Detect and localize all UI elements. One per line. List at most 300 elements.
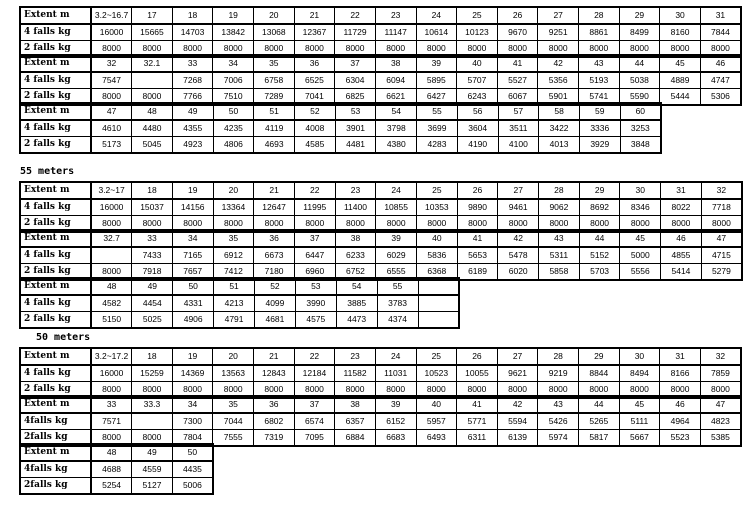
extent-cell: 60 — [620, 103, 661, 120]
extent-cell: 40 — [417, 230, 458, 247]
extent-cell: 40 — [457, 55, 498, 72]
two-falls-label: 2 falls kg — [20, 137, 91, 154]
four-falls-cell: 4119 — [254, 120, 295, 137]
extent-cell: 32 — [91, 55, 132, 72]
four-falls-cell: 10055 — [457, 365, 498, 382]
extent-cell: 23 — [335, 182, 376, 199]
two-falls-cell: 8000 — [132, 89, 173, 106]
two-falls-cell: 5858 — [539, 264, 580, 281]
extent-cell: 3.2~17.2 — [91, 348, 132, 365]
four-falls-cell: 7718 — [701, 199, 742, 216]
four-falls-cell: 11582 — [335, 365, 376, 382]
extent-cell: 28 — [539, 182, 580, 199]
four-falls-cell: 4099 — [255, 295, 296, 312]
two-falls-cell: 4693 — [254, 137, 295, 154]
four-falls-cell: 12843 — [254, 365, 295, 382]
extent-cell: 56 — [457, 103, 498, 120]
two-falls-cell: 8000 — [213, 216, 254, 233]
four-falls-cell: 5111 — [619, 413, 660, 430]
two-falls-cell: 4473 — [336, 312, 377, 329]
extent-cell: 3.2~16.7 — [91, 7, 132, 24]
four-falls-cell: 4582 — [91, 295, 132, 312]
two-falls-label: 2 falls kg — [20, 264, 91, 281]
extent-cell: 35 — [254, 55, 295, 72]
four-falls-cell: 4355 — [172, 120, 213, 137]
four-falls-cell: 11995 — [294, 199, 335, 216]
two-falls-cell: 8000 — [254, 382, 295, 399]
two-falls-cell: 6555 — [376, 264, 417, 281]
four-falls-row — [20, 365, 741, 382]
two-falls-cell: 6683 — [375, 430, 416, 447]
two-falls-cell: 4481 — [335, 137, 376, 154]
four-falls-cell: 6447 — [294, 247, 335, 264]
four-falls-cell: 5895 — [416, 72, 457, 89]
load-table — [19, 395, 742, 447]
four-falls-cell: 5152 — [579, 247, 620, 264]
four-falls-cell: 9062 — [539, 199, 580, 216]
extent-label: Extent m — [20, 103, 91, 120]
extent-cell: 55 — [377, 278, 418, 295]
four-falls-cell: 5193 — [579, 72, 620, 89]
four-falls-cell: 9251 — [538, 24, 579, 41]
four-falls-cell: 9670 — [497, 24, 538, 41]
four-falls-cell: 7844 — [700, 24, 741, 41]
extent-cell: 25 — [417, 182, 458, 199]
four-falls-cell: 5771 — [457, 413, 498, 430]
two-falls-cell: 5385 — [700, 430, 741, 447]
extent-cell: 58 — [539, 103, 580, 120]
extent-cell: 31 — [700, 7, 741, 24]
four-falls-cell: 4213 — [214, 295, 255, 312]
extent-cell: 38 — [335, 230, 376, 247]
two-falls-cell: 6311 — [457, 430, 498, 447]
four-falls-cell: 7859 — [700, 365, 741, 382]
extent-row — [20, 444, 213, 461]
extent-cell: 48 — [91, 444, 132, 461]
four-falls-cell: 8692 — [579, 199, 620, 216]
extent-cell: 51 — [254, 103, 295, 120]
four-falls-cell: 10353 — [417, 199, 458, 216]
two-falls-cell: 5703 — [579, 264, 620, 281]
extent-cell: 45 — [620, 230, 661, 247]
four-falls-cell: 5957 — [416, 413, 457, 430]
two-falls-label: 2 falls kg — [20, 41, 91, 58]
extent-cell: 53 — [335, 103, 376, 120]
four-falls-cell: 6094 — [375, 72, 416, 89]
extent-label: Extent m — [20, 230, 91, 247]
four-falls-cell: 4823 — [700, 413, 741, 430]
two-falls-cell: 8000 — [457, 216, 498, 233]
two-falls-cell: 8000 — [172, 216, 213, 233]
four-falls-cell: 7165 — [172, 247, 213, 264]
extent-cell: 37 — [294, 230, 335, 247]
two-falls-cell: 8000 — [457, 41, 498, 58]
two-falls-cell: 7319 — [254, 430, 295, 447]
extent-row — [20, 348, 741, 365]
two-falls-row — [20, 478, 213, 495]
two-falls-cell: 8000 — [213, 41, 254, 58]
extent-cell: 43 — [538, 396, 579, 413]
extent-cell: 40 — [416, 396, 457, 413]
extent-cell: 27 — [497, 348, 538, 365]
extent-cell: 37 — [335, 55, 376, 72]
two-falls-cell: 6020 — [498, 264, 539, 281]
extent-cell: 35 — [213, 230, 254, 247]
two-falls-cell: 6960 — [294, 264, 335, 281]
four-falls-cell: 3511 — [498, 120, 539, 137]
extent-cell: 34 — [172, 396, 213, 413]
extent-cell: 50 — [213, 103, 254, 120]
two-falls-cell: 8000 — [539, 216, 580, 233]
two-falls-cell: 6189 — [457, 264, 498, 281]
four-falls-cell — [91, 247, 132, 264]
two-falls-cell: 8000 — [91, 264, 132, 281]
two-falls-cell: 8000 — [538, 41, 579, 58]
extent-cell: 39 — [375, 396, 416, 413]
two-falls-cell: 8000 — [619, 41, 660, 58]
two-falls-cell: 6825 — [335, 89, 376, 106]
two-falls-cell: 4923 — [172, 137, 213, 154]
four-falls-cell: 5478 — [498, 247, 539, 264]
two-falls-cell: 4791 — [214, 312, 255, 329]
four-falls-cell: 8861 — [579, 24, 620, 41]
two-falls-cell: 3929 — [579, 137, 620, 154]
extent-cell: 20 — [213, 182, 254, 199]
extent-cell: 18 — [172, 7, 213, 24]
two-falls-cell: 8000 — [335, 41, 376, 58]
two-falls-cell: 7804 — [172, 430, 213, 447]
extent-cell: 54 — [376, 103, 417, 120]
four-falls-cell: 5836 — [417, 247, 458, 264]
extent-cell: 41 — [497, 55, 538, 72]
two-falls-cell: 6752 — [335, 264, 376, 281]
extent-cell: 30 — [660, 7, 701, 24]
extent-cell: 48 — [91, 278, 132, 295]
four-falls-cell: 5707 — [457, 72, 498, 89]
extent-cell: 48 — [132, 103, 173, 120]
four-falls-cell: 6233 — [335, 247, 376, 264]
four-falls-cell: 7044 — [213, 413, 254, 430]
extent-cell: 25 — [416, 348, 457, 365]
extent-cell: 59 — [579, 103, 620, 120]
extent-cell: 42 — [497, 396, 538, 413]
four-falls-label: 4 falls kg — [20, 247, 91, 264]
four-falls-cell: 6525 — [294, 72, 335, 89]
four-falls-cell: 8022 — [661, 199, 702, 216]
two-falls-cell: 5523 — [660, 430, 701, 447]
four-falls-label: 4falls kg — [20, 461, 91, 478]
two-falls-cell: 8000 — [700, 382, 741, 399]
load-table — [19, 6, 742, 58]
four-falls-cell: 13842 — [213, 24, 254, 41]
two-falls-cell: 5414 — [661, 264, 702, 281]
extent-cell: 36 — [294, 55, 335, 72]
four-falls-cell: 3798 — [376, 120, 417, 137]
extent-cell: 51 — [214, 278, 255, 295]
extent-cell: 47 — [701, 230, 742, 247]
four-falls-cell: 5653 — [457, 247, 498, 264]
extent-cell: 22 — [294, 348, 335, 365]
four-falls-cell: 7433 — [132, 247, 173, 264]
two-falls-cell: 8000 — [213, 382, 254, 399]
four-falls-cell: 4889 — [660, 72, 701, 89]
two-falls-cell: 8000 — [619, 382, 660, 399]
four-falls-cell: 9890 — [457, 199, 498, 216]
two-falls-row — [20, 137, 661, 154]
extent-cell: 26 — [457, 182, 498, 199]
two-falls-label: 2 falls kg — [20, 382, 91, 399]
extent-cell: 26 — [497, 7, 538, 24]
two-falls-cell: 5127 — [132, 478, 173, 495]
extent-cell: 23 — [335, 348, 376, 365]
two-falls-cell: 3848 — [620, 137, 661, 154]
two-falls-cell: 7918 — [132, 264, 173, 281]
two-falls-label: 2 falls kg — [20, 312, 91, 329]
four-falls-cell: 4480 — [132, 120, 173, 137]
four-falls-cell: 4747 — [700, 72, 741, 89]
load-table — [19, 54, 742, 106]
two-falls-cell: 4380 — [376, 137, 417, 154]
two-falls-cell: 8000 — [579, 216, 620, 233]
four-falls-cell: 8160 — [660, 24, 701, 41]
extent-cell: 44 — [579, 396, 620, 413]
extent-cell: 20 — [254, 7, 295, 24]
extent-cell: 49 — [132, 278, 173, 295]
two-falls-cell: 7095 — [294, 430, 335, 447]
extent-cell: 34 — [172, 230, 213, 247]
extent-cell: 21 — [254, 348, 295, 365]
extent-cell: 46 — [661, 230, 702, 247]
section-title: 50 meters — [36, 332, 91, 343]
extent-cell: 25 — [457, 7, 498, 24]
two-falls-cell: 8000 — [254, 216, 295, 233]
two-falls-cell: 8000 — [620, 216, 661, 233]
two-falls-cell: 8000 — [457, 382, 498, 399]
extent-cell: 21 — [254, 182, 295, 199]
two-falls-cell: 7657 — [172, 264, 213, 281]
four-falls-cell: 5356 — [538, 72, 579, 89]
four-falls-cell: 8346 — [620, 199, 661, 216]
load-table — [19, 443, 214, 495]
four-falls-row — [20, 72, 741, 89]
two-falls-label: 2falls kg — [20, 430, 91, 447]
two-falls-cell: 7510 — [213, 89, 254, 106]
four-falls-cell: 11031 — [375, 365, 416, 382]
extent-cell: 49 — [172, 103, 213, 120]
two-falls-cell: 8000 — [416, 382, 457, 399]
extent-cell: 19 — [172, 182, 213, 199]
extent-cell: 39 — [416, 55, 457, 72]
two-falls-cell: 8000 — [497, 382, 538, 399]
four-falls-cell: 4008 — [295, 120, 336, 137]
two-falls-cell: 4681 — [255, 312, 296, 329]
extent-cell: 45 — [660, 55, 701, 72]
four-falls-cell: 4715 — [701, 247, 742, 264]
two-falls-cell: 8000 — [538, 382, 579, 399]
extent-cell: 3.2~17 — [91, 182, 132, 199]
extent-row — [20, 55, 741, 72]
two-falls-cell: 4374 — [377, 312, 418, 329]
four-falls-label: 4 falls kg — [20, 24, 91, 41]
extent-cell: 49 — [132, 444, 173, 461]
four-falls-row — [20, 247, 742, 264]
two-falls-cell: 4575 — [295, 312, 336, 329]
extent-cell: 36 — [254, 230, 295, 247]
four-falls-cell: 9461 — [498, 199, 539, 216]
two-falls-cell: 6884 — [335, 430, 376, 447]
four-falls-cell: 6029 — [376, 247, 417, 264]
four-falls-cell: 9621 — [497, 365, 538, 382]
extent-cell: 18 — [132, 348, 173, 365]
extent-cell: 42 — [498, 230, 539, 247]
extent-cell: 45 — [619, 396, 660, 413]
extent-cell: 30 — [620, 182, 661, 199]
extent-row — [20, 103, 661, 120]
two-falls-cell: 5817 — [579, 430, 620, 447]
two-falls-cell: 4013 — [539, 137, 580, 154]
four-falls-cell: 5527 — [497, 72, 538, 89]
extent-cell: 55 — [417, 103, 458, 120]
four-falls-cell: 6152 — [375, 413, 416, 430]
extent-cell: 30 — [619, 348, 660, 365]
four-falls-cell — [418, 295, 459, 312]
extent-cell: 24 — [375, 348, 416, 365]
extent-cell: 44 — [619, 55, 660, 72]
two-falls-label: 2 falls kg — [20, 89, 91, 106]
two-falls-cell: 8000 — [294, 41, 335, 58]
two-falls-cell: 5006 — [172, 478, 213, 495]
four-falls-cell: 8499 — [619, 24, 660, 41]
two-falls-cell: 7412 — [213, 264, 254, 281]
four-falls-label: 4 falls kg — [20, 199, 91, 216]
four-falls-cell: 4331 — [173, 295, 214, 312]
two-falls-cell — [418, 312, 459, 329]
four-falls-row — [20, 461, 213, 478]
four-falls-cell: 3604 — [457, 120, 498, 137]
extent-cell: 33 — [172, 55, 213, 72]
four-falls-cell: 3422 — [539, 120, 580, 137]
four-falls-cell: 13563 — [213, 365, 254, 382]
four-falls-cell: 4688 — [91, 461, 132, 478]
extent-cell: 42 — [538, 55, 579, 72]
two-falls-cell: 5173 — [91, 137, 132, 154]
two-falls-cell: 4906 — [173, 312, 214, 329]
two-falls-cell: 8000 — [376, 216, 417, 233]
four-falls-cell: 6574 — [294, 413, 335, 430]
two-falls-cell: 6368 — [417, 264, 458, 281]
two-falls-cell: 4806 — [213, 137, 254, 154]
four-falls-cell: 12367 — [294, 24, 335, 41]
extent-cell: 33.3 — [132, 396, 173, 413]
four-falls-cell: 5426 — [538, 413, 579, 430]
four-falls-cell: 7006 — [213, 72, 254, 89]
extent-cell: 52 — [295, 103, 336, 120]
two-falls-cell: 8000 — [91, 430, 132, 447]
four-falls-cell: 12184 — [294, 365, 335, 382]
four-falls-cell — [132, 413, 173, 430]
four-falls-cell: 5594 — [497, 413, 538, 430]
extent-cell: 32 — [701, 182, 742, 199]
two-falls-cell: 8000 — [91, 89, 132, 106]
two-falls-cell: 7555 — [213, 430, 254, 447]
two-falls-cell: 7041 — [294, 89, 335, 106]
four-falls-cell: 4610 — [91, 120, 132, 137]
four-falls-cell: 3253 — [620, 120, 661, 137]
four-falls-cell — [132, 72, 173, 89]
extent-cell: 22 — [294, 182, 335, 199]
extent-label: Extent m — [20, 278, 91, 295]
four-falls-cell: 5265 — [579, 413, 620, 430]
extent-cell: 43 — [579, 55, 620, 72]
four-falls-cell: 4964 — [660, 413, 701, 430]
two-falls-cell: 8000 — [335, 382, 376, 399]
four-falls-cell: 15665 — [132, 24, 173, 41]
load-table — [19, 102, 662, 154]
extent-row — [20, 182, 742, 199]
four-falls-cell: 6802 — [254, 413, 295, 430]
two-falls-cell: 8000 — [579, 41, 620, 58]
four-falls-cell: 8166 — [660, 365, 701, 382]
two-falls-cell: 8000 — [132, 41, 173, 58]
two-falls-cell: 7180 — [254, 264, 295, 281]
two-falls-cell: 6493 — [416, 430, 457, 447]
four-falls-cell: 3990 — [295, 295, 336, 312]
extent-cell: 57 — [498, 103, 539, 120]
four-falls-cell: 3885 — [336, 295, 377, 312]
four-falls-cell: 7571 — [91, 413, 132, 430]
four-falls-label: 4 falls kg — [20, 120, 91, 137]
extent-cell: 32 — [700, 348, 741, 365]
four-falls-cell: 4855 — [661, 247, 702, 264]
two-falls-cell: 5974 — [538, 430, 579, 447]
section-title: 55 meters — [20, 166, 75, 177]
four-falls-cell: 14369 — [172, 365, 213, 382]
two-falls-cell: 8000 — [375, 41, 416, 58]
two-falls-cell: 8000 — [701, 216, 742, 233]
two-falls-cell: 5150 — [91, 312, 132, 329]
two-falls-cell: 5590 — [619, 89, 660, 106]
four-falls-cell: 16000 — [91, 199, 132, 216]
four-falls-cell: 6357 — [335, 413, 376, 430]
two-falls-cell: 5045 — [132, 137, 173, 154]
four-falls-cell: 6912 — [213, 247, 254, 264]
extent-cell: 19 — [172, 348, 213, 365]
two-falls-cell: 8000 — [132, 382, 173, 399]
four-falls-row — [20, 295, 459, 312]
extent-cell: 32.1 — [132, 55, 173, 72]
extent-cell: 36 — [254, 396, 295, 413]
four-falls-cell: 11400 — [335, 199, 376, 216]
extent-cell: 33 — [132, 230, 173, 247]
two-falls-cell: 8000 — [660, 382, 701, 399]
extent-cell: 34 — [213, 55, 254, 72]
four-falls-cell: 7547 — [91, 72, 132, 89]
two-falls-cell: 5556 — [620, 264, 661, 281]
two-falls-cell: 8000 — [497, 41, 538, 58]
two-falls-cell: 6243 — [457, 89, 498, 106]
extent-cell: 38 — [375, 55, 416, 72]
four-falls-cell: 14156 — [172, 199, 213, 216]
two-falls-cell: 8000 — [132, 430, 173, 447]
extent-cell: 31 — [660, 348, 701, 365]
extent-row — [20, 230, 742, 247]
four-falls-cell: 8494 — [619, 365, 660, 382]
two-falls-cell: 8000 — [335, 216, 376, 233]
two-falls-cell: 8000 — [172, 382, 213, 399]
two-falls-label: 2 falls kg — [20, 216, 91, 233]
extent-cell: 29 — [619, 7, 660, 24]
four-falls-cell: 12647 — [254, 199, 295, 216]
